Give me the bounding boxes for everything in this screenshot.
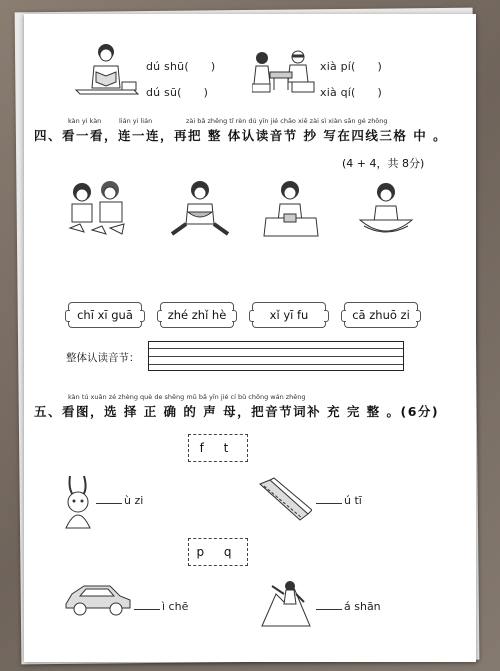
blank-pashan[interactable]: á shān [316, 600, 381, 613]
q4-pinyin-1: kàn yi kàn [68, 117, 102, 125]
blank-futi[interactable]: ú tī [316, 494, 362, 507]
pinyin-card-chixigua[interactable]: chī xī guā [68, 302, 142, 328]
initials-box-f-t: f t [188, 434, 248, 462]
origami-kids-picture [66, 176, 132, 238]
washing-clothes-picture [262, 178, 322, 240]
pinyin-xiaqi: xià qí( ) [320, 86, 383, 99]
blank-tuzi[interactable]: ù zi [96, 494, 143, 507]
chess-players-picture [252, 50, 316, 98]
wiping-table-picture [354, 180, 418, 240]
q4-pinyin-2: lián yi lián [119, 117, 153, 125]
q4-pinyin-3: zài bǎ zhěng tǐ rèn dú yīn jié chāo xiě zài sì xiàn sān gé zhōng [186, 117, 388, 125]
answer-blank[interactable] [316, 609, 342, 610]
q5-title: 五、看图，选 择 正 确 的 声 母，把音节词补 充 完 整 。(6分) [34, 404, 440, 419]
pinyin-dusu: dú sū( ) [146, 86, 209, 99]
initials-box-p-q: p q [188, 538, 248, 566]
pinyin-card-xiyifu[interactable]: xǐ yī fu [252, 302, 326, 328]
blank-qiche[interactable]: ì chē [134, 600, 188, 613]
answer-blank[interactable] [96, 503, 122, 504]
pinyin-card-cazhuozi[interactable]: cā zhuō zi [344, 302, 418, 328]
reading-child-picture [72, 42, 142, 98]
rabbit-picture [60, 472, 96, 530]
answer-blank[interactable] [316, 503, 342, 504]
answer-blank[interactable] [134, 609, 160, 610]
q5-pinyin: kàn tú xuǎn zé zhèng què de shēng mǔ bǎ yīn jié cí bǔ chōng wán zhěng [68, 393, 306, 401]
four-line-grid[interactable] [148, 341, 404, 371]
escalator-picture [256, 476, 312, 526]
q4-title: 四、看一看，连一连，再把 整 体认读音节 抄 写在四线三格 中 。 [34, 128, 448, 143]
pinyin-card-zhezhihe[interactable]: zhé zhǐ hè [160, 302, 234, 328]
watermelon-kid-picture [170, 178, 230, 240]
q4-score: (4 + 4，共 8分) [342, 157, 425, 170]
write-label: 整体认读音节： [66, 352, 140, 364]
pinyin-xiapi: xià pí( ) [320, 60, 383, 73]
worksheet-page [24, 14, 476, 662]
pinyin-dushu: dú shū( ) [146, 60, 216, 73]
car-picture [62, 582, 134, 616]
climbing-picture [260, 576, 312, 628]
